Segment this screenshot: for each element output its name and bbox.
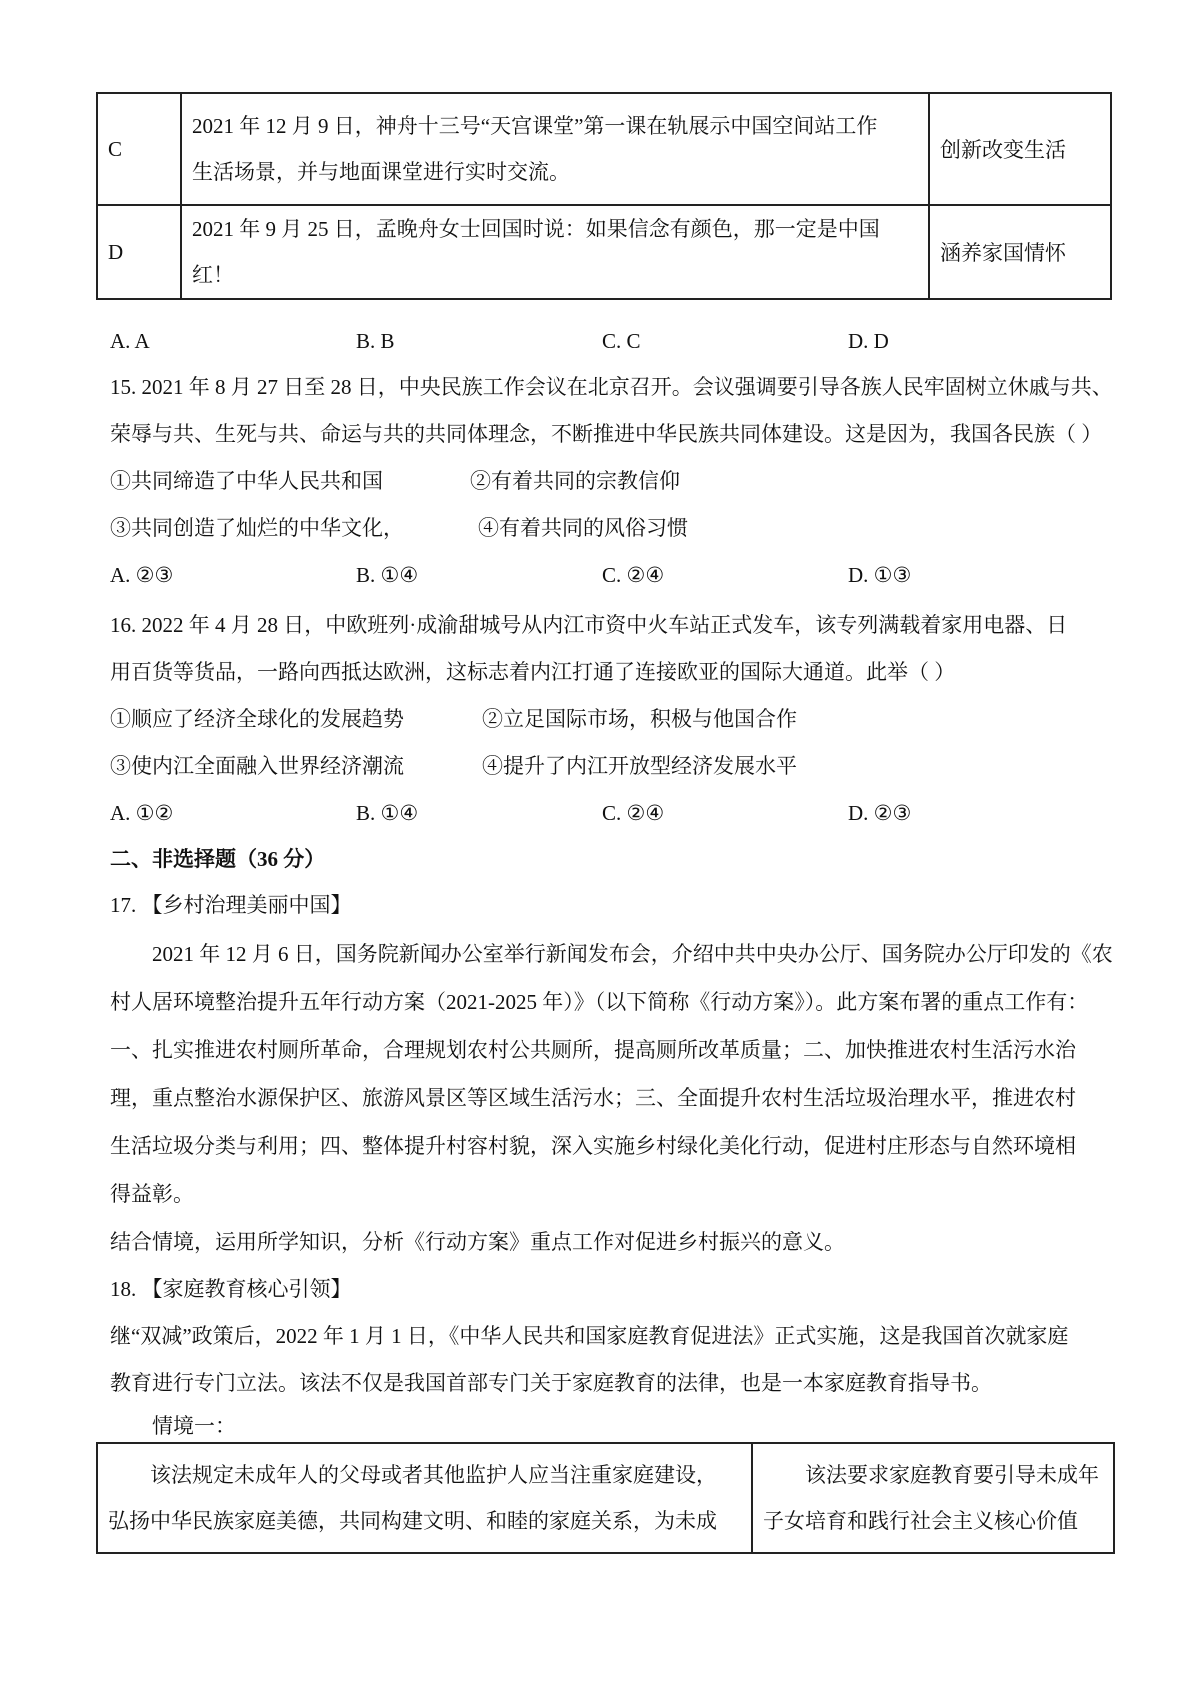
paragraph-line: 生活垃圾分类与利用；四、整体提升村容村貌，深入实施乡村绿化美化行动，促进村庄形态与自然环境相 bbox=[110, 1134, 1076, 1158]
option-b: B. ①④ bbox=[356, 801, 419, 825]
row-content-line: 2021 年 12 月 9 日，神舟十三号“天宫课堂”第一课在轨展示中国空间站工作 bbox=[192, 114, 878, 138]
option-d: D. ②③ bbox=[848, 801, 912, 825]
paragraph-line: 理，重点整治水源保护区、旅游风景区等区域生活污水；三、全面提升农村生活垃圾治理水平，推进农村 bbox=[110, 1086, 1076, 1110]
scenario-cell-right bbox=[752, 1443, 1114, 1553]
row-theme: 创新改变生活 bbox=[929, 93, 1111, 205]
paragraph-line: 教育进行专门立法。该法不仅是我国首部专门关于家庭教育的法律，也是一本家庭教育指导书。 bbox=[110, 1371, 992, 1395]
statement-item: ②立足国际市场，积极与他国合作 bbox=[482, 707, 797, 731]
question-15-line: 15. 2021 年 8 月 27 日至 28 日，中央民族工作会议在北京召开。会议强调要引导各族人民牢固树立休戚与共、 bbox=[110, 375, 1113, 399]
paragraph-line: 2021 年 12 月 6 日，国务院新闻办公室举行新闻发布会，介绍中共中央办公厅、国务院办公厅印发的《农 bbox=[152, 942, 1113, 966]
row-theme: 涵养家国情怀 bbox=[929, 205, 1111, 299]
paragraph-line: 得益彰。 bbox=[110, 1182, 194, 1206]
statement-item: ②有着共同的宗教信仰 bbox=[470, 469, 680, 493]
option-a: A. A bbox=[110, 329, 150, 353]
option-a: A. ①② bbox=[110, 801, 174, 825]
table-row bbox=[97, 205, 1111, 299]
row-letter: C bbox=[97, 93, 181, 205]
cell-line: 该法要求家庭教育要引导未成年 bbox=[805, 1463, 1099, 1487]
statement-item: ③使内江全面融入世界经济潮流 bbox=[110, 754, 404, 778]
scenario-label: 情境一： bbox=[152, 1414, 236, 1438]
row-letter: D bbox=[97, 205, 181, 299]
paragraph-line: 继“双减”政策后，2022 年 1 月 1 日，《中华人民共和国家庭教育促进法》正式实施，这是我国首次就家庭 bbox=[110, 1324, 1069, 1348]
row-content-line: 生活场景，并与地面课堂进行实时交流。 bbox=[192, 160, 570, 184]
option-d: D. D bbox=[848, 329, 889, 353]
cell-line: 该法规定未成年人的父母或者其他监护人应当注重家庭建设， bbox=[150, 1463, 717, 1487]
question-15-line: 荣辱与共、生死与共、命运与共的共同体理念，不断推进中华民族共同体建设。这是因为，我国各民族（ ） bbox=[110, 422, 1103, 446]
row-content bbox=[181, 93, 929, 205]
statement-item: ①顺应了经济全球化的发展趋势 bbox=[110, 707, 404, 731]
paragraph-line: 村人居环境整治提升五年行动方案（2021-2025 年）》（以下简称《行动方案》）。此方案布署的重点工作有： bbox=[110, 990, 1089, 1014]
statement-item: ①共同缔造了中华人民共和国 bbox=[110, 469, 383, 493]
statement-item: ④有着共同的风俗习惯 bbox=[478, 516, 688, 540]
question-17-title: 17. 【乡村治理美丽中国】 bbox=[110, 893, 352, 917]
option-a: A. ②③ bbox=[110, 563, 174, 587]
statement-item: ③共同创造了灿烂的中华文化， bbox=[110, 516, 404, 540]
question-16-line: 用百货等货品，一路向西抵达欧洲，这标志着内江打通了连接欧亚的国际大通道。此举（ ） bbox=[110, 660, 956, 684]
paragraph-line: 一、扎实推进农村厕所革命，合理规划农村公共厕所，提高厕所改革质量；二、加快推进农村生活污水治 bbox=[110, 1038, 1076, 1062]
question-16-line: 16. 2022 年 4 月 28 日，中欧班列·成渝甜城号从内江市资中火车站正式发车，该专列满载着家用电器、日 bbox=[110, 613, 1068, 637]
option-c: C. ②④ bbox=[602, 563, 665, 587]
statement-item: ④提升了内江开放型经济发展水平 bbox=[482, 754, 797, 778]
cell-line: 子女培育和践行社会主义核心价值 bbox=[763, 1509, 1078, 1533]
option-b: B. ①④ bbox=[356, 563, 419, 587]
scenario-cell-left bbox=[97, 1443, 752, 1553]
option-d: D. ①③ bbox=[848, 563, 912, 587]
table-row bbox=[97, 93, 1111, 205]
cell-line: 弘扬中华民族家庭美德，共同构建文明、和睦的家庭关系，为未成 bbox=[108, 1509, 717, 1533]
option-c: C. C bbox=[602, 329, 641, 353]
answer-table bbox=[96, 92, 1112, 300]
option-c: C. ②④ bbox=[602, 801, 665, 825]
row-content: 2021 年 9 月 25 日，孟晚舟女士回国时说：如果信念有颜色，那一定是中国红！ bbox=[181, 205, 929, 299]
table-row bbox=[97, 1443, 1114, 1553]
option-b: B. B bbox=[356, 329, 395, 353]
section-title: 二、非选择题（36 分） bbox=[110, 847, 326, 871]
scenario-table bbox=[96, 1442, 1115, 1554]
question-18-title: 18. 【家庭教育核心引领】 bbox=[110, 1277, 352, 1301]
question-prompt: 结合情境，运用所学知识，分析《行动方案》重点工作对促进乡村振兴的意义。 bbox=[110, 1230, 845, 1254]
